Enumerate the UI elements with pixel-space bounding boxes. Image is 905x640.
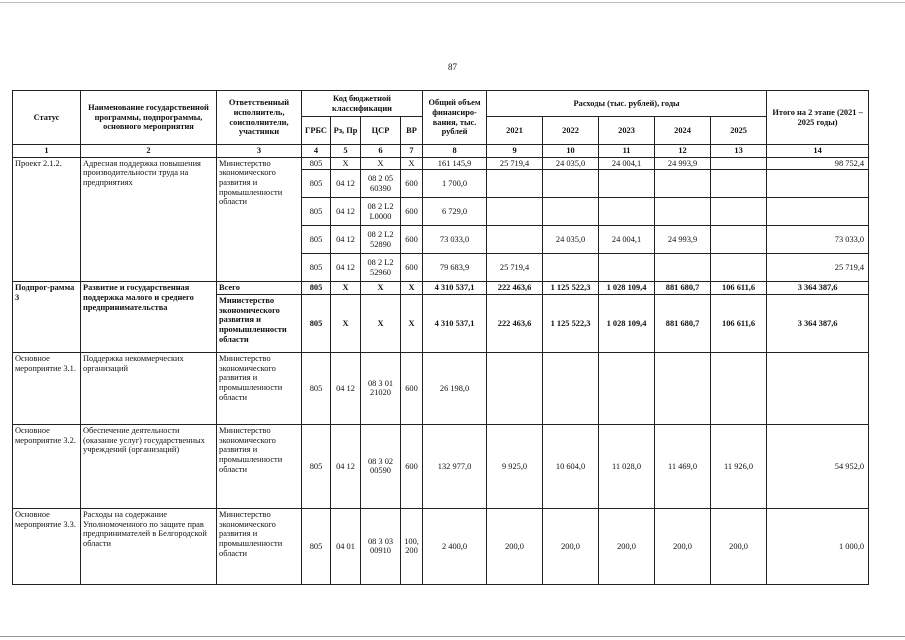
cell-grbs: 805 [302,157,331,170]
cell-grbs: 805 [302,294,331,352]
cell-itogo [767,170,869,198]
cell-rzpr: 04 12 [331,170,361,198]
cell-2021 [487,198,543,226]
cell-2023 [599,254,655,282]
cell-total: 2 400,0 [423,508,487,584]
header-itogo: Итого на 2 этапе (2021 – 2025 годы) [767,91,869,145]
cell-grbs: 805 [302,424,331,508]
cell-2023: 24 004,1 [599,226,655,254]
measure-name: Обеспечение деятельности (оказание услуг) государственных учреждений (организаций) [81,424,217,508]
cell-2025: 200,0 [711,508,767,584]
cell-2021: 222 463,6 [487,282,543,295]
cell-2022: 200,0 [543,508,599,584]
header-vr: ВР [401,117,423,145]
cell-2024: 881 680,7 [655,294,711,352]
col-num: 14 [767,145,869,158]
col-num: 5 [331,145,361,158]
cell-total: 4 310 537,1 [423,294,487,352]
header-csr: ЦСР [361,117,401,145]
cell-2022 [543,352,599,424]
cell-2024 [655,254,711,282]
cell-2021: 222 463,6 [487,294,543,352]
cell-itogo: 98 752,4 [767,157,869,170]
cell-2022: 1 125 522,3 [543,282,599,295]
cell-grbs: 805 [302,226,331,254]
header-year-2025: 2025 [711,117,767,145]
col-num: 9 [487,145,543,158]
budget-table [12,90,869,585]
cell-csr: 08 3 03 00910 [361,508,401,584]
cell-grbs: 805 [302,254,331,282]
cell-csr: 08 2 L2 52960 [361,254,401,282]
cell-total: 161 145,9 [423,157,487,170]
cell-itogo: 54 952,0 [767,424,869,508]
cell-grbs: 805 [302,282,331,295]
col-num: 2 [81,145,217,158]
table-row [13,424,869,508]
col-num: 1 [13,145,81,158]
cell-2022: 24 035,0 [543,226,599,254]
measure-name: Расходы на содержание Уполномоченного по защите прав предпринимателей в Белгородской области [81,508,217,584]
cell-2025 [711,254,767,282]
measure-responsible: Министерство экономического развития и промышленности области [217,352,302,424]
cell-2023: 1 028 109,4 [599,282,655,295]
col-num: 7 [401,145,423,158]
cell-2024 [655,170,711,198]
cell-2024: 881 680,7 [655,282,711,295]
cell-vr: 100, 200 [401,508,423,584]
measure-status: Основное мероприятие 3.2. [13,424,81,508]
cell-2024: 24 993,9 [655,157,711,170]
cell-vr: 600 [401,198,423,226]
cell-2022: 24 035,0 [543,157,599,170]
header-status: Статус [13,91,81,145]
cell-grbs: 805 [302,508,331,584]
measure-name: Поддержка некоммерческих организаций [81,352,217,424]
cell-total: 4 310 537,1 [423,282,487,295]
cell-csr: X [361,294,401,352]
cell-2021: 25 719,4 [487,157,543,170]
cell-itogo [767,352,869,424]
cell-2023: 24 004,1 [599,157,655,170]
cell-2024: 200,0 [655,508,711,584]
cell-total: 6 729,0 [423,198,487,226]
cell-2025: 106 611,6 [711,294,767,352]
cell-2025 [711,352,767,424]
header-budget-code: Код бюджетной классификации [302,91,423,117]
measure-status: Основное мероприятие 3.1. [13,352,81,424]
header-grbs: ГРБС [302,117,331,145]
cell-2022: 10 604,0 [543,424,599,508]
column-number-row [13,145,869,158]
cell-2022 [543,198,599,226]
cell-rzpr: X [331,282,361,295]
col-num: 4 [302,145,331,158]
cell-itogo: 3 364 387,6 [767,282,869,295]
cell-rzpr: X [331,157,361,170]
cell-grbs: 805 [302,170,331,198]
cell-vr: X [401,157,423,170]
cell-2022: 1 125 522,3 [543,294,599,352]
cell-vr: 600 [401,226,423,254]
subprogram-responsible: Министерство экономического развития и промышленности области [217,294,302,352]
cell-2025: 11 926,0 [711,424,767,508]
cell-2024 [655,352,711,424]
header-year-2024: 2024 [655,117,711,145]
col-num: 6 [361,145,401,158]
col-num: 8 [423,145,487,158]
measure-status: Основное мероприятие 3.3. [13,508,81,584]
cell-2024: 11 469,0 [655,424,711,508]
cell-2021: 200,0 [487,508,543,584]
header-total: Общий объем финансиро-вания, тыс. рублей [423,91,487,145]
cell-itogo: 1 000,0 [767,508,869,584]
cell-total: 132 977,0 [423,424,487,508]
table-row [13,352,869,424]
subprogram-name: Развитие и государственная поддержка малого и среднего предпринимательства [81,282,217,353]
cell-rzpr: 04 12 [331,254,361,282]
col-num: 10 [543,145,599,158]
cell-csr: 08 2 L2 52890 [361,226,401,254]
cell-2023 [599,352,655,424]
cell-vr: X [401,294,423,352]
cell-2025 [711,198,767,226]
cell-2021 [487,170,543,198]
cell-rzpr: 04 12 [331,352,361,424]
cell-csr: 08 2 05 60390 [361,170,401,198]
measure-responsible: Министерство экономического развития и промышленности области [217,424,302,508]
cell-itogo: 25 719,4 [767,254,869,282]
cell-csr: 08 3 01 21020 [361,352,401,424]
header-rzpr: Рз, Пр [331,117,361,145]
cell-2025 [711,226,767,254]
cell-csr: 08 2 L2 L0000 [361,198,401,226]
cell-total: 26 198,0 [423,352,487,424]
table-row [13,157,869,170]
project-status: Проект 2.1.2. [13,157,81,282]
header-year-2022: 2022 [543,117,599,145]
header-year-2021: 2021 [487,117,543,145]
cell-itogo: 3 364 387,6 [767,294,869,352]
cell-2025 [711,157,767,170]
subprogram-status: Подпрог-рамма 3 [13,282,81,353]
cell-total: 73 033,0 [423,226,487,254]
cell-2021: 9 925,0 [487,424,543,508]
cell-vr: 600 [401,170,423,198]
cell-2024 [655,198,711,226]
cell-2024: 24 993,9 [655,226,711,254]
cell-2023 [599,198,655,226]
cell-2021: 25 719,4 [487,254,543,282]
header-year-2023: 2023 [599,117,655,145]
table-row [13,282,869,295]
cell-vr: 600 [401,424,423,508]
cell-grbs: 805 [302,198,331,226]
col-num: 3 [217,145,302,158]
cell-rzpr: X [331,294,361,352]
cell-grbs: 805 [302,352,331,424]
cell-2022 [543,170,599,198]
header-responsible: Ответственный исполнитель, соисполнители, участники [217,91,302,145]
cell-csr: X [361,157,401,170]
subprogram-total-label: Всего [217,282,302,295]
cell-2021 [487,226,543,254]
col-num: 13 [711,145,767,158]
col-num: 11 [599,145,655,158]
cell-rzpr: 04 12 [331,226,361,254]
scan-edge [0,2,905,3]
cell-vr: 600 [401,352,423,424]
cell-2022 [543,254,599,282]
cell-2023: 200,0 [599,508,655,584]
cell-csr: 08 3 02 00590 [361,424,401,508]
cell-rzpr: 04 01 [331,508,361,584]
cell-itogo: 73 033,0 [767,226,869,254]
cell-2023: 11 028,0 [599,424,655,508]
cell-csr: X [361,282,401,295]
measure-responsible: Министерство экономического развития и промышленности области [217,508,302,584]
table-row [13,508,869,584]
header-expenses: Расходы (тыс. рублей), годы [487,91,767,117]
project-responsible: Министерство экономического развития и промышленности области [217,157,302,282]
cell-2023: 1 028 109,4 [599,294,655,352]
header-name: Наименование государственной программы, подпрограммы, основного мероприятия [81,91,217,145]
col-num: 12 [655,145,711,158]
cell-rzpr: 04 12 [331,198,361,226]
cell-itogo [767,198,869,226]
cell-vr: 600 [401,254,423,282]
page-number: 87 [448,62,457,72]
project-name: Адресная поддержка повышения производительности труда на предприятиях [81,157,217,282]
scan-edge [0,636,905,637]
cell-2025 [711,170,767,198]
cell-2023 [599,170,655,198]
cell-total: 1 700,0 [423,170,487,198]
cell-2025: 106 611,6 [711,282,767,295]
cell-vr: X [401,282,423,295]
cell-rzpr: 04 12 [331,424,361,508]
cell-2021 [487,352,543,424]
cell-total: 79 683,9 [423,254,487,282]
